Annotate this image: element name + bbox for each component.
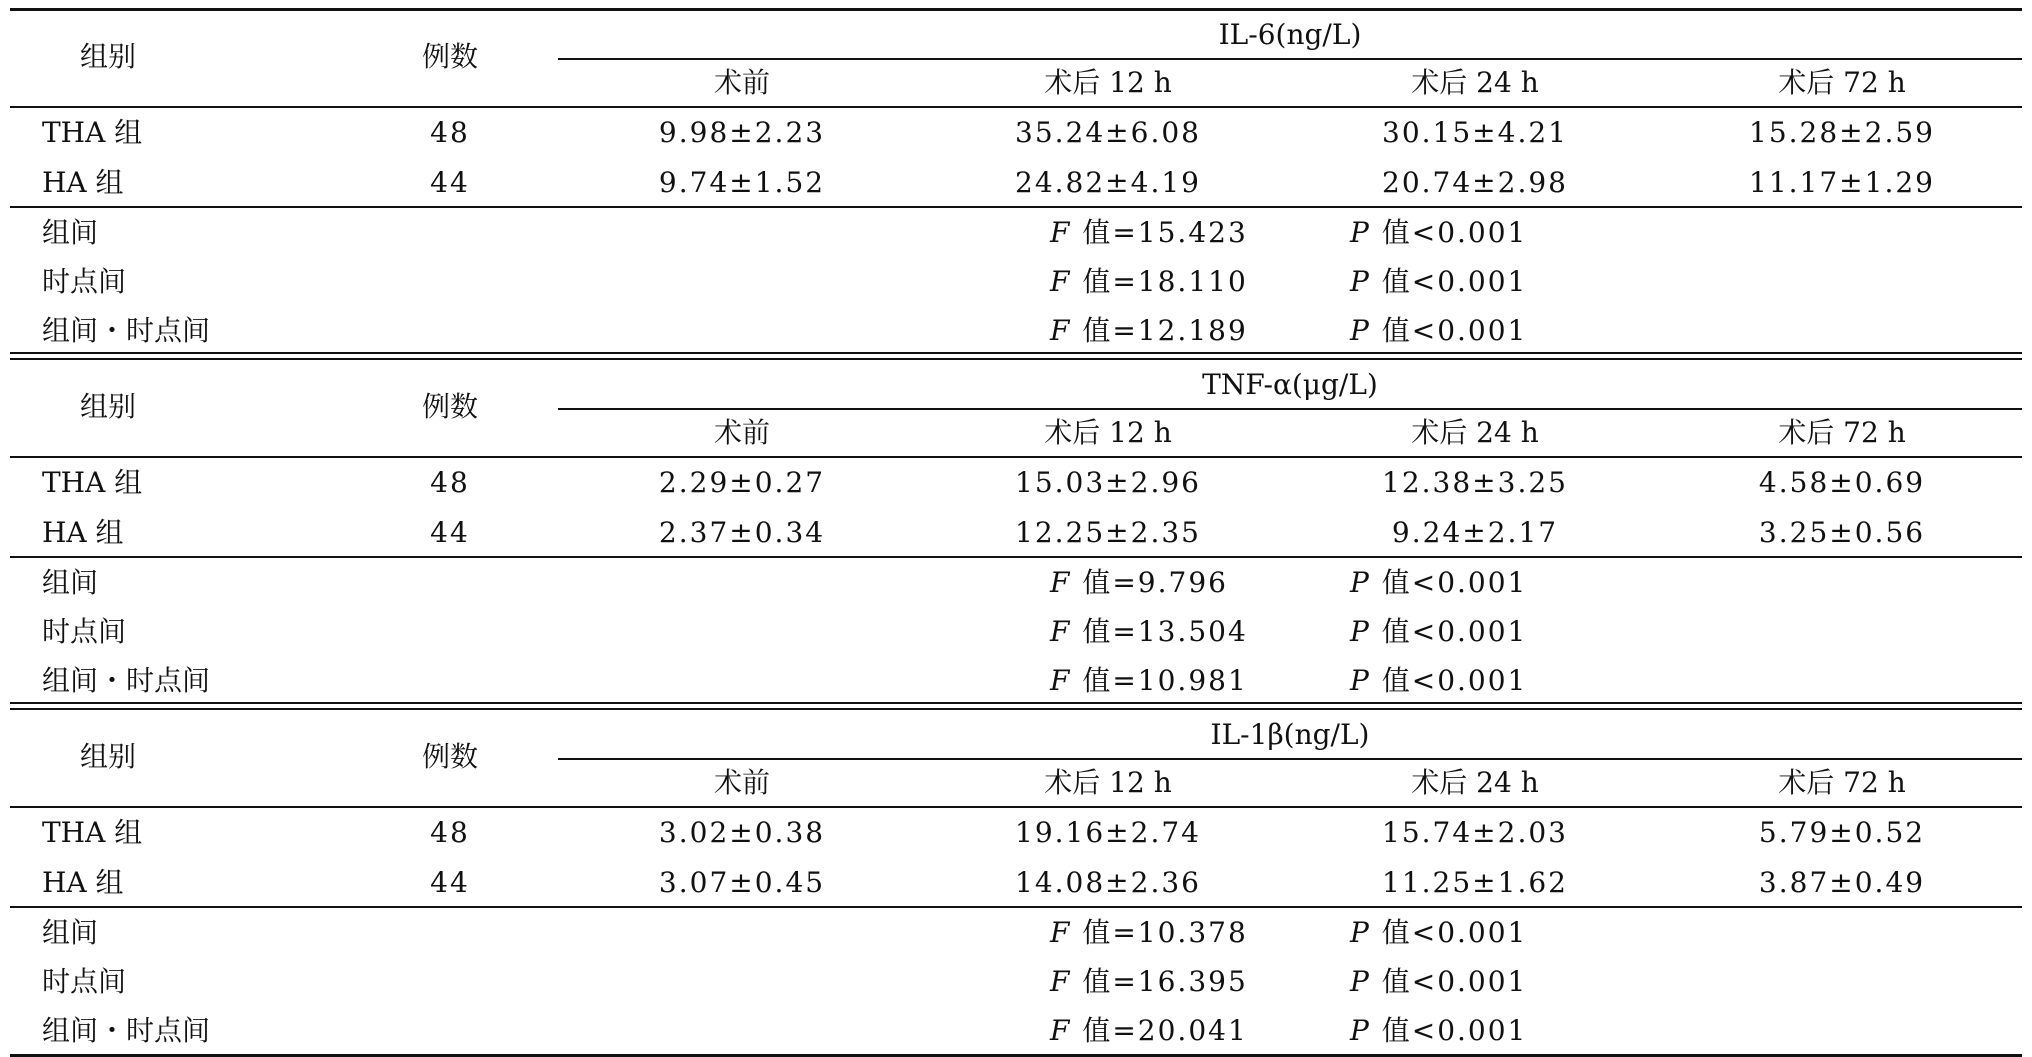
stat-letter: F — [1050, 664, 1072, 697]
stat-letter: F — [1050, 615, 1072, 648]
stat-letter: F — [1050, 965, 1072, 998]
stat-letter: P — [1350, 314, 1371, 347]
stat-text: 值<0.001 — [1370, 566, 1528, 599]
table-cell-value: 35.24±6.08 — [1015, 116, 1201, 149]
stat-text: 值<0.001 — [1370, 965, 1528, 998]
stat-letter: P — [1350, 916, 1371, 949]
stat-text: 值=12.189 — [1071, 314, 1248, 347]
data-bottom-rule — [10, 906, 2022, 908]
timepoint-header: 术后 24 h — [1411, 416, 1539, 449]
header-bottom-rule — [10, 106, 2022, 108]
section-divider-rule — [10, 352, 2022, 354]
data-bottom-rule — [10, 206, 2022, 208]
table-cell-value: 30.15±4.21 — [1382, 116, 1568, 149]
timepoint-header: 术后 24 h — [1411, 66, 1539, 99]
timepoint-header: 术后 72 h — [1778, 66, 1906, 99]
section-divider-rule — [10, 702, 2022, 704]
timepoint-header: 术后 72 h — [1778, 416, 1906, 449]
row-count: 48 — [430, 116, 470, 149]
f-value — [1050, 265, 1248, 299]
row-group-label: THA 组 — [42, 116, 143, 149]
table-cell-value: 4.58±0.69 — [1758, 466, 1926, 499]
row-count: 48 — [430, 816, 470, 849]
timepoint-header: 术前 — [713, 416, 771, 449]
stat-letter: P — [1350, 1014, 1371, 1047]
stat-text: 值<0.001 — [1370, 615, 1528, 648]
group-column-header: 组别 — [79, 40, 137, 73]
stat-letter: P — [1350, 615, 1371, 648]
table-cell-value: 15.03±2.96 — [1015, 466, 1201, 499]
row-count: 44 — [430, 516, 470, 549]
stat-label: 组间・时点间 — [42, 314, 211, 347]
f-value — [1050, 664, 1248, 698]
group-column-header: 组别 — [79, 740, 137, 773]
table-cell-value: 15.28±2.59 — [1749, 116, 1935, 149]
row-group-label: THA 组 — [42, 466, 143, 499]
table-cell-value: 20.74±2.98 — [1382, 166, 1568, 199]
p-value — [1350, 615, 1527, 649]
timepoint-header: 术后 72 h — [1778, 766, 1906, 799]
stat-letter: F — [1050, 1014, 1072, 1047]
timepoint-header: 术后 12 h — [1044, 66, 1172, 99]
f-value — [1050, 314, 1248, 348]
stat-label: 时点间 — [42, 965, 127, 998]
stat-letter: F — [1050, 216, 1072, 249]
p-value — [1350, 265, 1527, 299]
table-cell-value: 2.29±0.27 — [658, 466, 826, 499]
f-value — [1050, 216, 1248, 250]
table-cell-value: 9.98±2.23 — [658, 116, 826, 149]
stat-text: 值<0.001 — [1370, 265, 1528, 298]
stat-letter: F — [1050, 265, 1072, 298]
data-bottom-rule — [10, 556, 2022, 558]
stat-text: 值=13.504 — [1071, 615, 1248, 648]
measure-span-rule — [558, 758, 2022, 760]
p-value — [1350, 1014, 1527, 1048]
header-bottom-rule — [10, 456, 2022, 458]
row-count: 44 — [430, 166, 470, 199]
stat-label: 组间 — [42, 216, 99, 249]
stat-text: 值<0.001 — [1370, 314, 1528, 347]
section-divider-rule — [10, 708, 2022, 710]
row-count: 44 — [430, 866, 470, 899]
table-cell-value: 3.87±0.49 — [1758, 866, 1926, 899]
stat-letter: P — [1350, 566, 1371, 599]
stat-letter: P — [1350, 664, 1371, 697]
stat-text: 值<0.001 — [1370, 664, 1528, 697]
table-cell-value: 3.25±0.56 — [1758, 516, 1926, 549]
p-value — [1350, 566, 1527, 600]
stat-label: 组间 — [42, 916, 99, 949]
header-bottom-rule — [10, 806, 2022, 808]
table-cell-value: 5.79±0.52 — [1758, 816, 1926, 849]
table-cell-value: 9.24±2.17 — [1391, 516, 1559, 549]
table-cell-value: 2.37±0.34 — [658, 516, 826, 549]
count-column-header: 例数 — [421, 390, 479, 423]
measure-span-rule — [558, 58, 2022, 60]
count-column-header: 例数 — [421, 740, 479, 773]
row-group-label: HA 组 — [42, 866, 124, 899]
stat-text: 值=18.110 — [1071, 265, 1248, 298]
p-value — [1350, 314, 1527, 348]
table-cell-value: 11.17±1.29 — [1749, 166, 1935, 199]
table-cell-value: 15.74±2.03 — [1382, 816, 1568, 849]
stat-letter: F — [1050, 566, 1072, 599]
table-cell-value: 12.38±3.25 — [1382, 466, 1568, 499]
stat-letter: F — [1050, 314, 1072, 347]
stat-text: 值<0.001 — [1370, 216, 1528, 249]
stat-text: 值=15.423 — [1071, 216, 1248, 249]
stat-text: 值<0.001 — [1370, 1014, 1528, 1047]
stat-label: 组间・时点间 — [42, 664, 211, 697]
stat-letter: F — [1050, 916, 1072, 949]
p-value — [1350, 916, 1527, 950]
stat-label: 组间 — [42, 566, 99, 599]
table-cell-value: 11.25±1.62 — [1382, 866, 1568, 899]
row-group-label: THA 组 — [42, 816, 143, 849]
p-value — [1350, 216, 1527, 250]
stat-label: 时点间 — [42, 265, 127, 298]
stat-text: 值=20.041 — [1071, 1014, 1248, 1047]
timepoint-header: 术后 12 h — [1044, 416, 1172, 449]
measure-header: TNF-α(μg/L) — [1202, 368, 1378, 401]
table-cell-value: 19.16±2.74 — [1015, 816, 1201, 849]
timepoint-header: 术前 — [713, 66, 771, 99]
measure-header: IL-6(ng/L) — [1218, 18, 1362, 51]
row-group-label: HA 组 — [42, 166, 124, 199]
table-cell-value: 3.07±0.45 — [658, 866, 826, 899]
f-value — [1050, 1014, 1248, 1048]
table-cell-value: 9.74±1.52 — [658, 166, 826, 199]
f-value — [1050, 566, 1228, 600]
stat-label: 组间・时点间 — [42, 1014, 211, 1047]
count-column-header: 例数 — [421, 40, 479, 73]
table-cell-value: 24.82±4.19 — [1015, 166, 1201, 199]
f-value — [1050, 615, 1248, 649]
table-top-rule — [10, 8, 2022, 11]
stat-letter: P — [1350, 265, 1371, 298]
table-cell-value: 14.08±2.36 — [1015, 866, 1201, 899]
stat-letter: P — [1350, 965, 1371, 998]
measure-span-rule — [558, 408, 2022, 410]
section-divider-rule — [10, 358, 2022, 360]
group-column-header: 组别 — [79, 390, 137, 423]
timepoint-header: 术后 12 h — [1044, 766, 1172, 799]
stat-text: 值=9.796 — [1071, 566, 1228, 599]
table-cell-value: 12.25±2.35 — [1015, 516, 1201, 549]
f-value — [1050, 916, 1248, 950]
timepoint-header: 术前 — [713, 766, 771, 799]
stat-label: 时点间 — [42, 615, 127, 648]
stat-text: 值=16.395 — [1071, 965, 1248, 998]
measure-header: IL-1β(ng/L) — [1210, 718, 1370, 751]
stat-text: 值<0.001 — [1370, 916, 1528, 949]
f-value — [1050, 965, 1248, 999]
row-count: 48 — [430, 466, 470, 499]
stat-text: 值=10.378 — [1071, 916, 1248, 949]
row-group-label: HA 组 — [42, 516, 124, 549]
timepoint-header: 术后 24 h — [1411, 766, 1539, 799]
stat-letter: P — [1350, 216, 1371, 249]
p-value — [1350, 664, 1527, 698]
table-cell-value: 3.02±0.38 — [658, 816, 826, 849]
p-value — [1350, 965, 1527, 999]
stat-text: 值=10.981 — [1071, 664, 1248, 697]
